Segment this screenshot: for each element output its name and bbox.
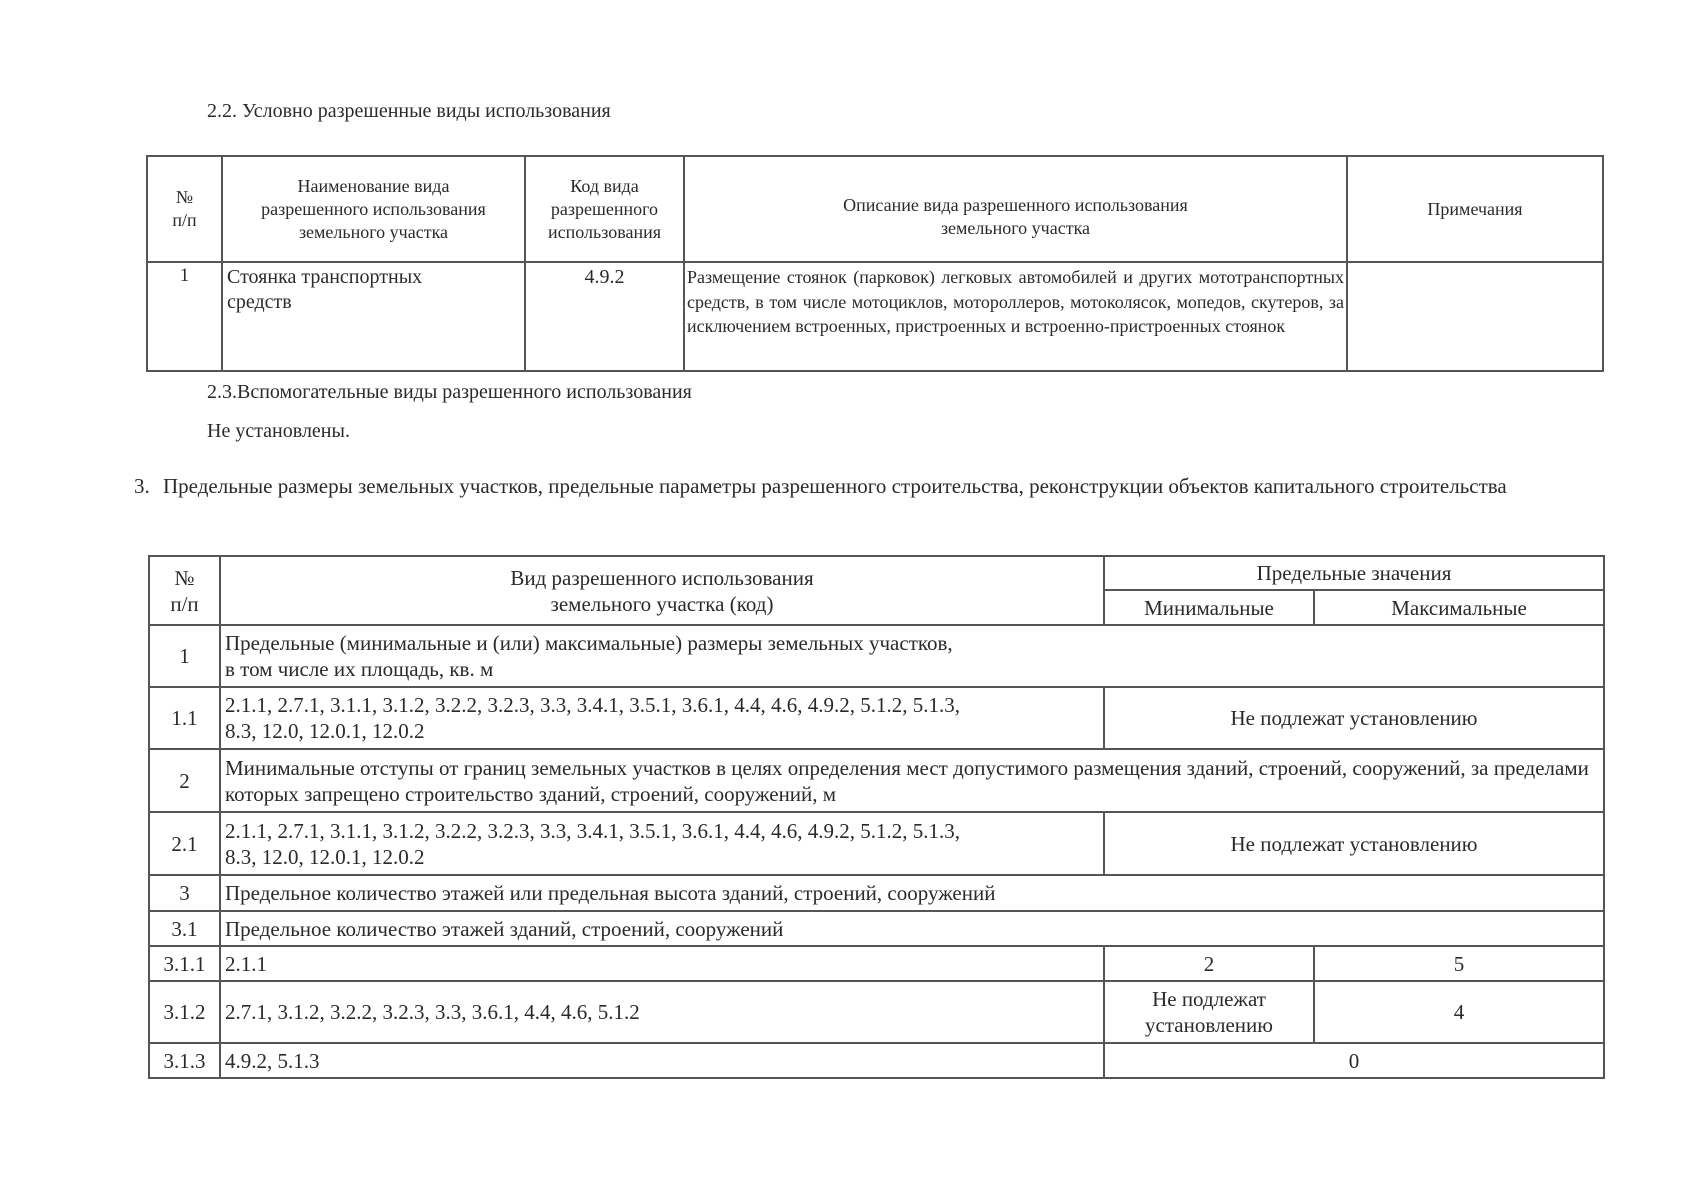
section-2-3-heading: 2.3.Вспомогательные виды разрешенного использования — [207, 381, 692, 403]
row-text: Предельное количество этажей или предельная высота зданий, строений, сооружений — [220, 875, 1604, 911]
table-row — [149, 749, 1604, 812]
section-3-heading: Предельные размеры земельных участков, предельные параметры разрешенного строительства, реконструкции объектов капитального строительства — [163, 474, 1507, 498]
row-notes — [1347, 262, 1603, 371]
row-value: Не подлежат установлению — [1104, 812, 1604, 875]
row-text: 4.9.2, 5.1.3 — [220, 1043, 1104, 1078]
row-text: 2.1.1, 2.7.1, 3.1.1, 3.1.2, 3.2.2, 3.2.3, 3.3, 3.4.1, 3.5.1, 3.6.1, 4.4, 4.6, 4.9.2, 5.1.2, 5.1.3, 8.3, 12.0, 12.0.1, 12.0.2 — [220, 812, 1104, 875]
row-text: Минимальные отступы от границ земельных участков в целях определения мест допустимого размещения зданий, строений, сооружений, за пределами которых запрещено строительство зданий, строений, сооружений, м — [220, 749, 1604, 812]
row-num: 3.1.1 — [149, 946, 220, 981]
row-use-description: Размещение стоянок (парковок) легковых автомобилей и других мототранспортных средств, в том числе мотоциклов, мотороллеров, мотоколясок, мопедов, скутеров, за исключением встроенных, пристроенных и встроенно-пристроенных стоянок — [684, 262, 1347, 371]
table-row — [149, 812, 1604, 875]
header-notes: Примечания — [1347, 156, 1603, 262]
table-row — [149, 946, 1604, 981]
row-num: 1 — [147, 262, 222, 371]
header-num: № п/п — [149, 556, 220, 625]
table-row — [149, 875, 1604, 911]
row-value: Не подлежат установлению — [1104, 687, 1604, 749]
table-row — [149, 981, 1604, 1043]
row-num: 2 — [149, 749, 220, 812]
section-2-2-heading: 2.2. Условно разрешенные виды использования — [207, 100, 611, 122]
header-use-type: Вид разрешенного использования земельного участка (код) — [220, 556, 1104, 625]
section-2-3-text: Не установлены. — [207, 420, 350, 442]
row-num: 1.1 — [149, 687, 220, 749]
section-3-number: 3. — [134, 474, 150, 498]
row-min: 2 — [1104, 946, 1314, 981]
conditional-use-table — [146, 155, 1604, 372]
table-row — [149, 625, 1604, 687]
table-row — [147, 262, 1603, 371]
header-use-name: Наименование вида разрешенного использования земельного участка — [222, 156, 525, 262]
row-num: 3.1 — [149, 911, 220, 946]
row-use-code: 4.9.2 — [525, 262, 684, 371]
row-text: 2.1.1 — [220, 946, 1104, 981]
row-text: Предельное количество этажей зданий, строений, сооружений — [220, 911, 1604, 946]
header-max: Максимальные — [1314, 590, 1604, 625]
row-text: 2.1.1, 2.7.1, 3.1.1, 3.1.2, 3.2.2, 3.2.3, 3.3, 3.4.1, 3.5.1, 3.6.1, 4.4, 4.6, 4.9.2, 5.1.2, 5.1.3, 8.3, 12.0, 12.0.1, 12.0.2 — [220, 687, 1104, 749]
table-row — [149, 687, 1604, 749]
row-text: Предельные (минимальные и (или) максимальные) размеры земельных участков, в том числе их площадь, кв. м — [220, 625, 1604, 687]
row-max: 4 — [1314, 981, 1604, 1043]
header-min: Минимальные — [1104, 590, 1314, 625]
table-header-row — [149, 556, 1604, 590]
row-num: 3 — [149, 875, 220, 911]
limit-parameters-table — [148, 555, 1605, 1079]
row-num: 3.1.3 — [149, 1043, 220, 1078]
row-num: 2.1 — [149, 812, 220, 875]
row-text: 2.7.1, 3.1.2, 3.2.2, 3.2.3, 3.3, 3.6.1, 4.4, 4.6, 5.1.2 — [220, 981, 1104, 1043]
row-max: 5 — [1314, 946, 1604, 981]
row-use-name: Стоянка транспортных средств — [222, 262, 525, 371]
row-min: Не подлежат установлению — [1104, 981, 1314, 1043]
row-value: 0 — [1104, 1043, 1604, 1078]
header-limit-values: Предельные значения — [1104, 556, 1604, 590]
table-row — [149, 911, 1604, 946]
table-header-row — [147, 156, 1603, 262]
header-use-description: Описание вида разрешенного использования земельного участка — [684, 156, 1347, 262]
row-num: 3.1.2 — [149, 981, 220, 1043]
table-row — [149, 1043, 1604, 1078]
header-num: № п/п — [147, 156, 222, 262]
row-num: 1 — [149, 625, 220, 687]
header-use-code: Код вида разрешенного использования — [525, 156, 684, 262]
